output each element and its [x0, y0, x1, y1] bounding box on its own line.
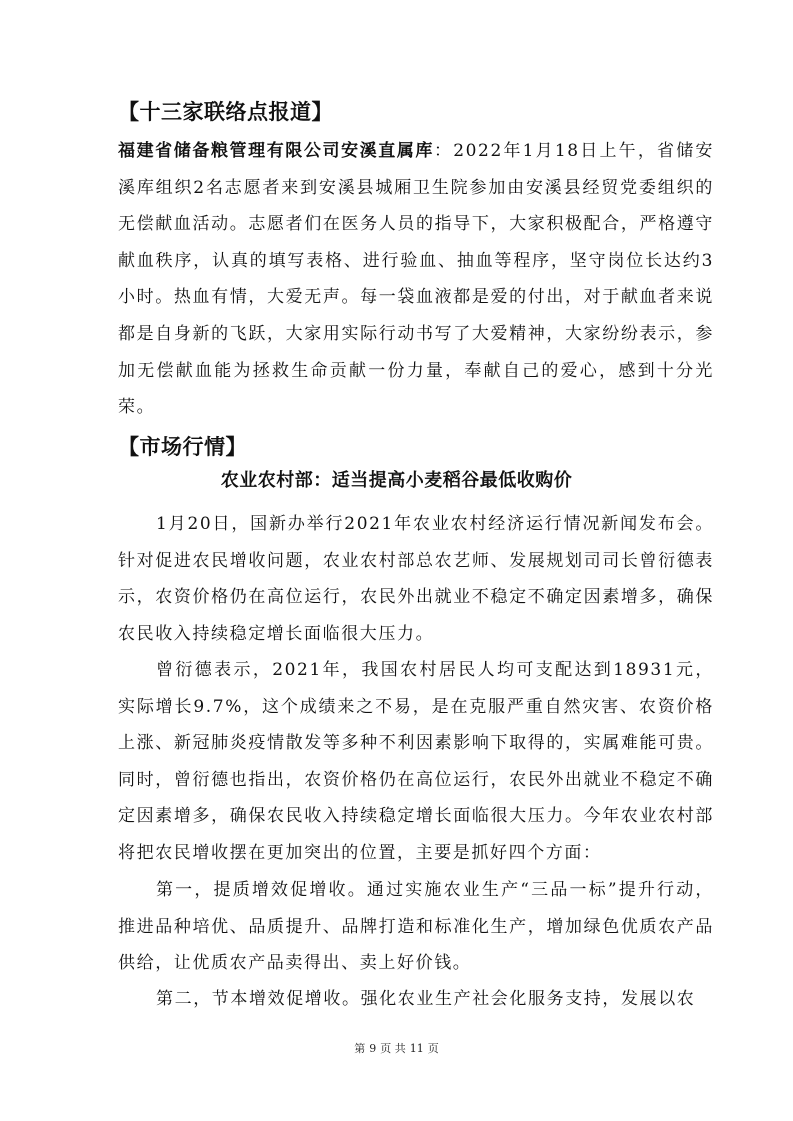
article-paragraph-4: 第二，节本增效促增收。强化农业生产社会化服务支持，发展以农: [156, 989, 696, 1009]
section-heading-market: 【市场行情】: [118, 435, 247, 459]
page-footer: [0, 1041, 793, 1057]
liaison-report-paragraph: [118, 133, 714, 426]
footer-page-number: 9: [369, 1042, 377, 1055]
article-paragraph-3: 第一，提质增效促增收。通过实施农业生产“三品一标”提升行动，推进品种培优、品质提升、品牌打造和标准化生产，增加绿色优质农产品供给，让优质农产品卖得出、卖上好价钱。: [118, 880, 714, 974]
section-heading-liaison-reports: 【十三家联络点报道】: [118, 100, 333, 124]
article-paragraph-1: 1月20日，国新办举行2021年农业农村经济运行情况新闻发布会。针对促进农民增收问题，农业农村部总农艺师、发展规划司司长曾衍德表示，农资价格仍在高位运行，农民外出就业不稳定不确定因素增多，确保农民收入持续稳定增长面临很大压力。: [118, 514, 714, 644]
footer-middle: 页 共: [380, 1042, 406, 1055]
footer-total-pages: 11: [409, 1042, 424, 1055]
footer-prefix: 第: [354, 1042, 366, 1055]
liaison-report-body: ：2022年1月18日上午，省储安溪库组织2名志愿者来到安溪县城厢卫生院参加由安溪县经贸党委组织的无偿献血活动。志愿者们在医务人员的指导下，大家积极配合，严格遵守献血秩序，认真的填写表格、进行验血、抽血等程序，坚守岗位长达约3小时。热血有情，大爱无声。每一袋血液都是爱的付出，对于献血者来说都是自身新的飞跃，大家用实际行动书写了大爱精神，大家纷纷表示，参加无偿献血能为拯救生命贡献一份力量，奉献自己的爱心，感到十分光荣。: [118, 141, 714, 418]
article-paragraph-2: 曾衍德表示，2021年，我国农村居民人均可支配达到18931元，实际增长9.7%，这个成绩来之不易，是在克服严重自然灾害、农资价格上涨、新冠肺炎疫情散发等多种不利因素影响下取得的，实属难能可贵。同时，曾衍德也指出，农资价格仍在高位运行，农民外出就业不稳定不确定因素增多，确保农民收入持续稳定增长面临很大压力。今年农业农村部将把农民增收摆在更加突出的位置，主要是抓好四个方面：: [118, 660, 714, 863]
footer-suffix: 页: [427, 1042, 439, 1055]
organization-name: 福建省储备粮管理有限公司安溪直属库: [118, 141, 435, 161]
article-title: 农业农村部：适当提高小麦稻谷最低收购价: [220, 470, 573, 491]
